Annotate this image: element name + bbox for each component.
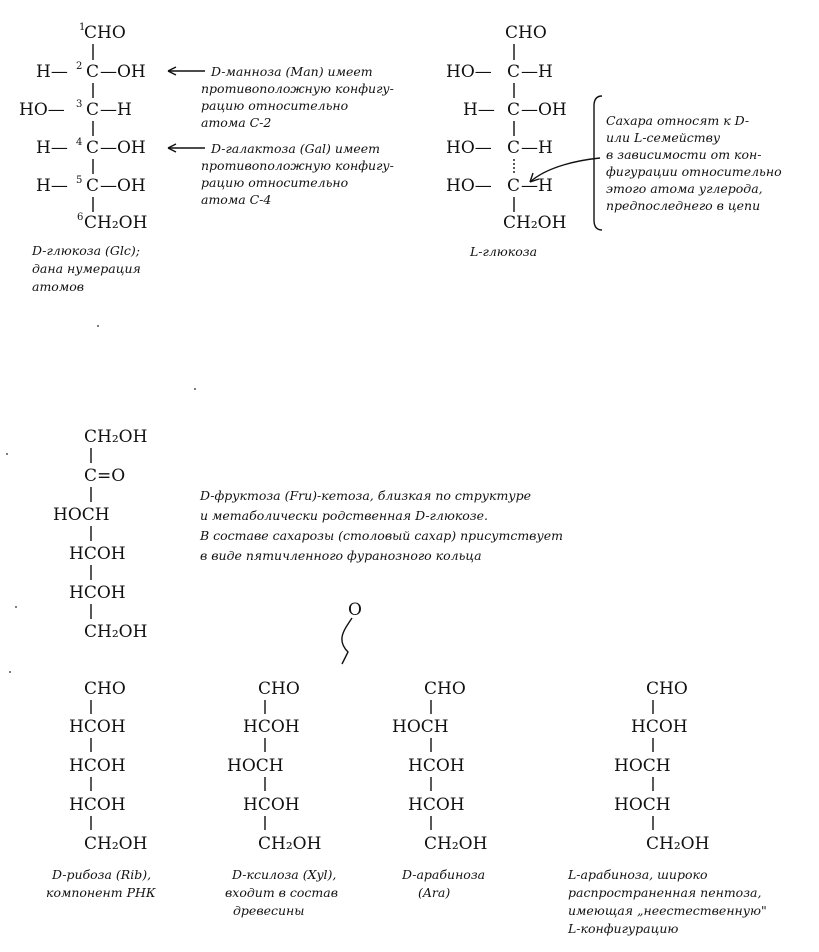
family-note-line-3: в зависимости от кон- <box>606 147 762 162</box>
l-glucose-caption: L-глюкоза <box>470 244 538 259</box>
glucose-c2-left: H— <box>36 62 68 82</box>
glucose-atom-number-5: 5 <box>76 175 83 186</box>
l-glucose-top-group: CHO <box>505 23 547 43</box>
glucose-bottom-group: CH₂OH <box>84 213 148 233</box>
glucose-c4-left: H— <box>36 138 68 158</box>
glucose-caption-line-3: атомов <box>32 279 84 294</box>
l-glucose-structure <box>446 23 567 259</box>
l-arabinose-row-1: CHO <box>646 679 688 699</box>
galactose-note-line-1: D-галактоза (Gal) имеет <box>211 141 380 156</box>
pentose-d-ribose <box>46 679 156 900</box>
d-arabinose-caption-line-2: (Ara) <box>418 885 451 900</box>
ribose-row-1: CHO <box>84 679 126 699</box>
glucose-c5-carbon: C <box>86 176 100 196</box>
l-glucose-c2-right: —H <box>521 62 553 82</box>
l-glucose-c4-carbon: C <box>507 138 521 158</box>
d-fructose-structure <box>53 427 147 642</box>
mannose-note-line-1: D-манноза (Man) имеет <box>211 64 373 79</box>
pentose-d-arabinose <box>392 679 487 900</box>
ribose-row-3: HCOH <box>69 756 126 776</box>
l-arabinose-caption-line-3: имеющая „неестественную" <box>568 903 767 918</box>
scan-speckles <box>6 325 196 673</box>
glucose-atom-number-1: 1 <box>79 22 86 33</box>
pentose-l-arabinose <box>567 679 767 936</box>
xylose-row-3: HOCH <box>227 756 284 776</box>
xylose-caption-line-2: входит в состав <box>225 885 339 900</box>
d-glucose-structure <box>19 22 147 294</box>
ribose-caption-line-1: D-рибоза (Rib), <box>52 867 152 882</box>
xylose-row-1: CHO <box>258 679 300 699</box>
fructose-row-5: HCOH <box>69 583 126 603</box>
fructose-note-line-4: в виде пятичленного фуранозного кольца <box>200 548 482 563</box>
glucose-c5-left: H— <box>36 176 68 196</box>
l-arabinose-caption-line-4: L-конфигурацию <box>568 921 679 936</box>
l-glucose-c5-right: —H <box>521 176 553 196</box>
glucose-c2-carbon: C <box>86 62 100 82</box>
xylose-caption-line-1: D-ксилоза (Xyl), <box>232 867 337 882</box>
d-arabinose-caption-line-1: D-арабиноза <box>402 867 486 882</box>
l-glucose-c2-left: HO— <box>446 62 492 82</box>
l-arabinose-row-2: HCOH <box>631 717 688 737</box>
fructose-note <box>199 488 563 563</box>
fructose-row-6: CH₂OH <box>84 622 148 642</box>
mannose-note <box>201 64 394 130</box>
glucose-top-group: CHO <box>84 23 126 43</box>
fructose-row-1: CH₂OH <box>84 427 148 447</box>
glucose-c4-right: —OH <box>100 138 146 158</box>
glucose-atom-number-6: 6 <box>77 212 84 223</box>
l-glucose-c5-carbon: C <box>507 176 521 196</box>
d-arabinose-row-5: CH₂OH <box>424 834 488 854</box>
ring-oxygen-label: O <box>348 600 362 620</box>
mannose-note-line-4: атома C-2 <box>201 115 272 130</box>
fructose-note-line-1: D-фруктоза (Fru)-кетоза, близкая по структуре <box>200 488 531 503</box>
glucose-caption-line-2: дана нумерация <box>32 261 141 276</box>
l-arabinose-row-3: HOCH <box>614 756 671 776</box>
xylose-caption-line-3: древесины <box>233 903 305 918</box>
family-note-line-6: предпоследнего в цепи <box>606 198 761 213</box>
fructose-row-2: C=O <box>84 466 126 486</box>
l-arabinose-caption-line-1: L-арабиноза, широко <box>568 867 708 882</box>
glucose-c2-right: —OH <box>100 62 146 82</box>
ribose-row-2: HCOH <box>69 717 126 737</box>
glucose-atom-number-2: 2 <box>76 61 83 72</box>
galactose-note-line-3: рацию относительно <box>201 175 349 190</box>
l-arabinose-caption-line-2: распространенная пентоза, <box>568 885 762 900</box>
ring-oxygen-mark <box>342 600 362 664</box>
family-note-line-2: или L-семейству <box>606 130 721 145</box>
l-glucose-c2-carbon: C <box>507 62 521 82</box>
fructose-row-4: HCOH <box>69 544 126 564</box>
family-note-line-4: фигурации относительно <box>606 164 782 179</box>
fructose-row-3: HOCH <box>53 505 110 525</box>
l-glucose-c4-right: —H <box>521 138 553 158</box>
fructose-note-line-2: и метаболически родственная D-глюкозе. <box>200 508 489 523</box>
d-arabinose-row-1: CHO <box>424 679 466 699</box>
fructose-note-line-3: В составе сахарозы (столовый сахар) присутствует <box>200 528 563 543</box>
galactose-note-line-2: противоположную конфигу- <box>201 158 394 173</box>
mannose-note-line-3: рацию относительно <box>201 98 349 113</box>
l-glucose-c4-left: HO— <box>446 138 492 158</box>
arrow-mannose <box>168 67 205 75</box>
glucose-c5-right: —OH <box>100 176 146 196</box>
d-arabinose-row-2: HOCH <box>392 717 449 737</box>
galactose-note-line-4: атома C-4 <box>201 192 272 207</box>
pentose-d-xylose <box>225 679 338 918</box>
l-arabinose-row-4: HOCH <box>614 795 671 815</box>
glucose-c3-carbon: C <box>86 100 100 120</box>
glucose-c3-right: —H <box>100 100 132 120</box>
l-glucose-c3-right: —OH <box>521 100 567 120</box>
l-glucose-c3-left: H— <box>463 100 495 120</box>
xylose-row-2: HCOH <box>243 717 300 737</box>
l-glucose-c3-carbon: C <box>507 100 521 120</box>
glucose-c4-carbon: C <box>86 138 100 158</box>
galactose-note <box>201 141 394 207</box>
xylose-row-5: CH₂OH <box>258 834 322 854</box>
d-arabinose-row-3: HCOH <box>408 756 465 776</box>
xylose-row-4: HCOH <box>243 795 300 815</box>
family-note-line-1: Сахара относят к D- <box>606 113 750 128</box>
l-glucose-bottom-group: CH₂OH <box>503 213 567 233</box>
d-arabinose-row-4: HCOH <box>408 795 465 815</box>
glucose-atom-number-3: 3 <box>76 99 83 110</box>
glucose-c3-left: HO— <box>19 100 65 120</box>
family-note <box>594 96 782 230</box>
glucose-atom-number-4: 4 <box>76 137 83 148</box>
mannose-note-line-2: противоположную конфигу- <box>201 81 394 96</box>
ribose-caption-line-2: компонент РНК <box>46 885 156 900</box>
l-arabinose-row-5: CH₂OH <box>646 834 710 854</box>
glucose-caption-line-1: D-глюкоза (Glc); <box>32 243 140 258</box>
ribose-row-5: CH₂OH <box>84 834 148 854</box>
l-glucose-c5-left: HO— <box>446 176 492 196</box>
family-note-line-5: этого атома углерода, <box>606 181 763 196</box>
ribose-row-4: HCOH <box>69 795 126 815</box>
arrow-galactose <box>168 144 205 152</box>
